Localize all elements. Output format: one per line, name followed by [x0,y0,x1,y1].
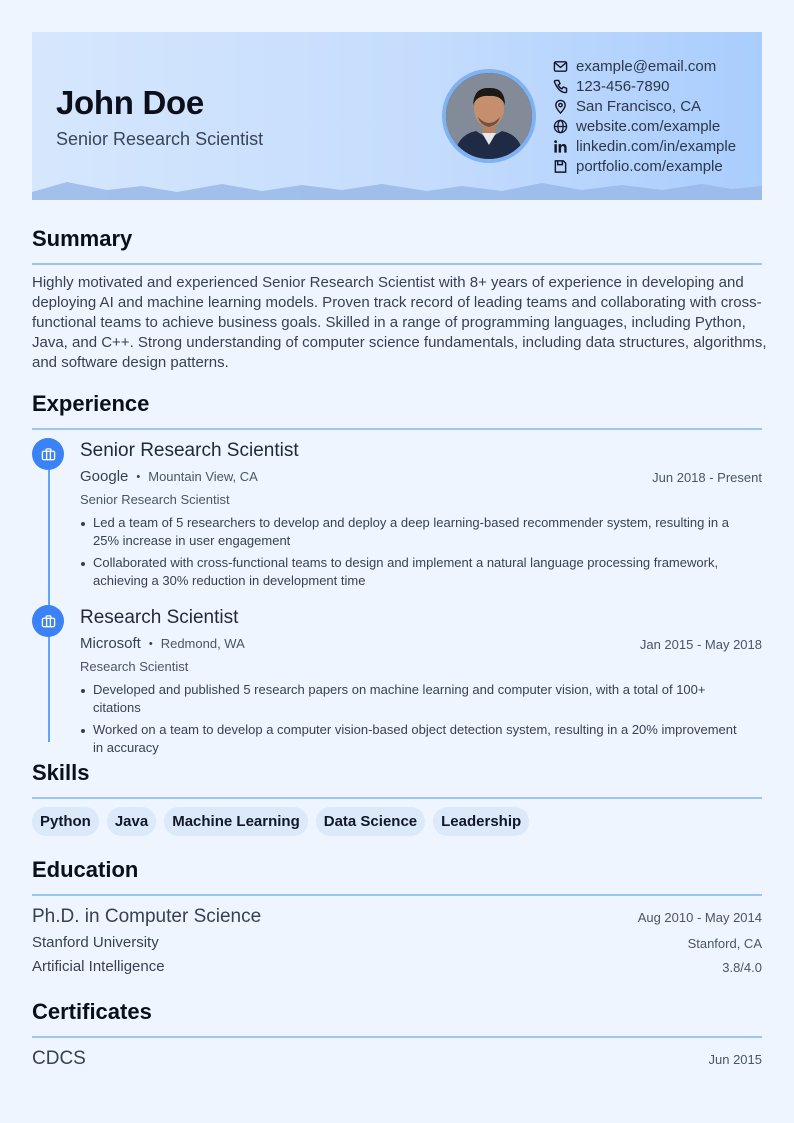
education-gpa: 3.8/4.0 [722,960,762,975]
linkedin-icon [552,138,568,154]
mail-icon [552,58,568,74]
job-role: Research Scientist [80,607,239,628]
job-bullet: Developed and published 5 research papers on machine learning and computer vision, with a total of 100+ citations [80,681,750,717]
candidate-title: Senior Research Scientist [56,129,264,149]
phone-icon [552,78,568,94]
job-company-line [80,468,258,485]
job-bullet: Led a team of 5 researchers to develop and deploy a deep learning-based recommender system, resulting in a 25% increase in user engagement [80,514,750,550]
job-subtitle: Research Scientist [80,659,189,674]
certificates-heading: Certificates [32,999,152,1024]
contact-linkedin[interactable] [552,136,736,156]
education-dates: Aug 2010 - May 2014 [637,910,762,925]
skills-heading: Skills [32,760,90,785]
experience-heading: Experience [32,391,150,416]
header-wave-decoration [32,180,762,200]
skills-list [32,807,529,836]
experience-timeline [48,454,50,742]
job-bullet: Worked on a team to develop a computer vision-based object detection system, resulting in a 20% improvement in accuracy [80,721,750,757]
globe-icon [552,118,568,134]
contact-email-text: example@email.com [576,57,717,75]
education-heading: Education [32,857,139,882]
contact-phone-text: 123-456-7890 [576,77,670,95]
skill-chip: Data Science [316,807,425,836]
education-field: Artificial Intelligence [32,958,165,975]
portfolio-icon [552,158,568,174]
contact-phone[interactable] [552,76,736,96]
location-icon [552,98,568,114]
skill-chip: Java [107,807,156,836]
resume-header [32,32,762,200]
skill-chip: Leadership [433,807,529,836]
contact-portfolio-text: portfolio.com/example [576,157,723,175]
certificates-divider [32,1036,762,1038]
education-divider [32,894,762,896]
contact-email[interactable] [552,56,736,76]
contact-website-text: website.com/example [576,117,721,135]
separator-dot: • [136,470,141,483]
job-bullet: Collaborated with cross-functional teams to design and implement a natural language processing framework, achieving a 30% reduction in development time [80,554,750,590]
candidate-name: John Doe [56,84,204,121]
job-company: Microsoft [80,635,141,652]
job-bullets [80,514,750,594]
certificate-name: CDCS [32,1048,86,1069]
education-degree: Ph.D. in Computer Science [32,906,262,927]
contact-portfolio[interactable] [552,156,736,176]
summary-text: Highly motivated and experienced Senior Research Scientist with 8+ years of experience in developing and deploying AI and machine learning models. Proven track record of leading teams and collaborating with cross-functional teams to achieve business goals. Skilled in a range of programming languages, including Python, Java, and C++. Strong understanding of computer science fundamentals, including data structures, algorithms, and software design patterns. [32,274,767,371]
briefcase-icon [32,605,64,637]
skill-chip: Python [32,807,99,836]
job-location: Mountain View, CA [148,469,258,484]
separator-dot: • [148,637,153,650]
experience-divider [32,428,762,430]
contact-location-text: San Francisco, CA [576,97,702,115]
job-company-line [80,635,245,652]
job-subtitle: Senior Research Scientist [80,492,230,507]
job-dates: Jun 2018 - Present [652,470,762,485]
education-school: Stanford University [32,934,159,951]
job-dates: Jan 2015 - May 2018 [639,637,762,652]
profile-photo [442,69,536,163]
contact-website[interactable] [552,116,736,136]
summary-divider [32,263,762,265]
briefcase-icon [32,438,64,470]
contact-location [552,96,736,116]
job-location: Redmond, WA [160,636,245,651]
job-role: Senior Research Scientist [80,440,299,461]
skill-chip: Machine Learning [164,807,308,836]
summary-heading: Summary [32,226,133,251]
contact-linkedin-text: linkedin.com/in/example [576,137,737,155]
skills-divider [32,797,762,799]
contact-list [552,56,736,176]
job-bullets [80,681,750,761]
job-company: Google [80,468,129,485]
education-location: Stanford, CA [687,936,762,951]
certificate-date: Jun 2015 [708,1052,762,1067]
